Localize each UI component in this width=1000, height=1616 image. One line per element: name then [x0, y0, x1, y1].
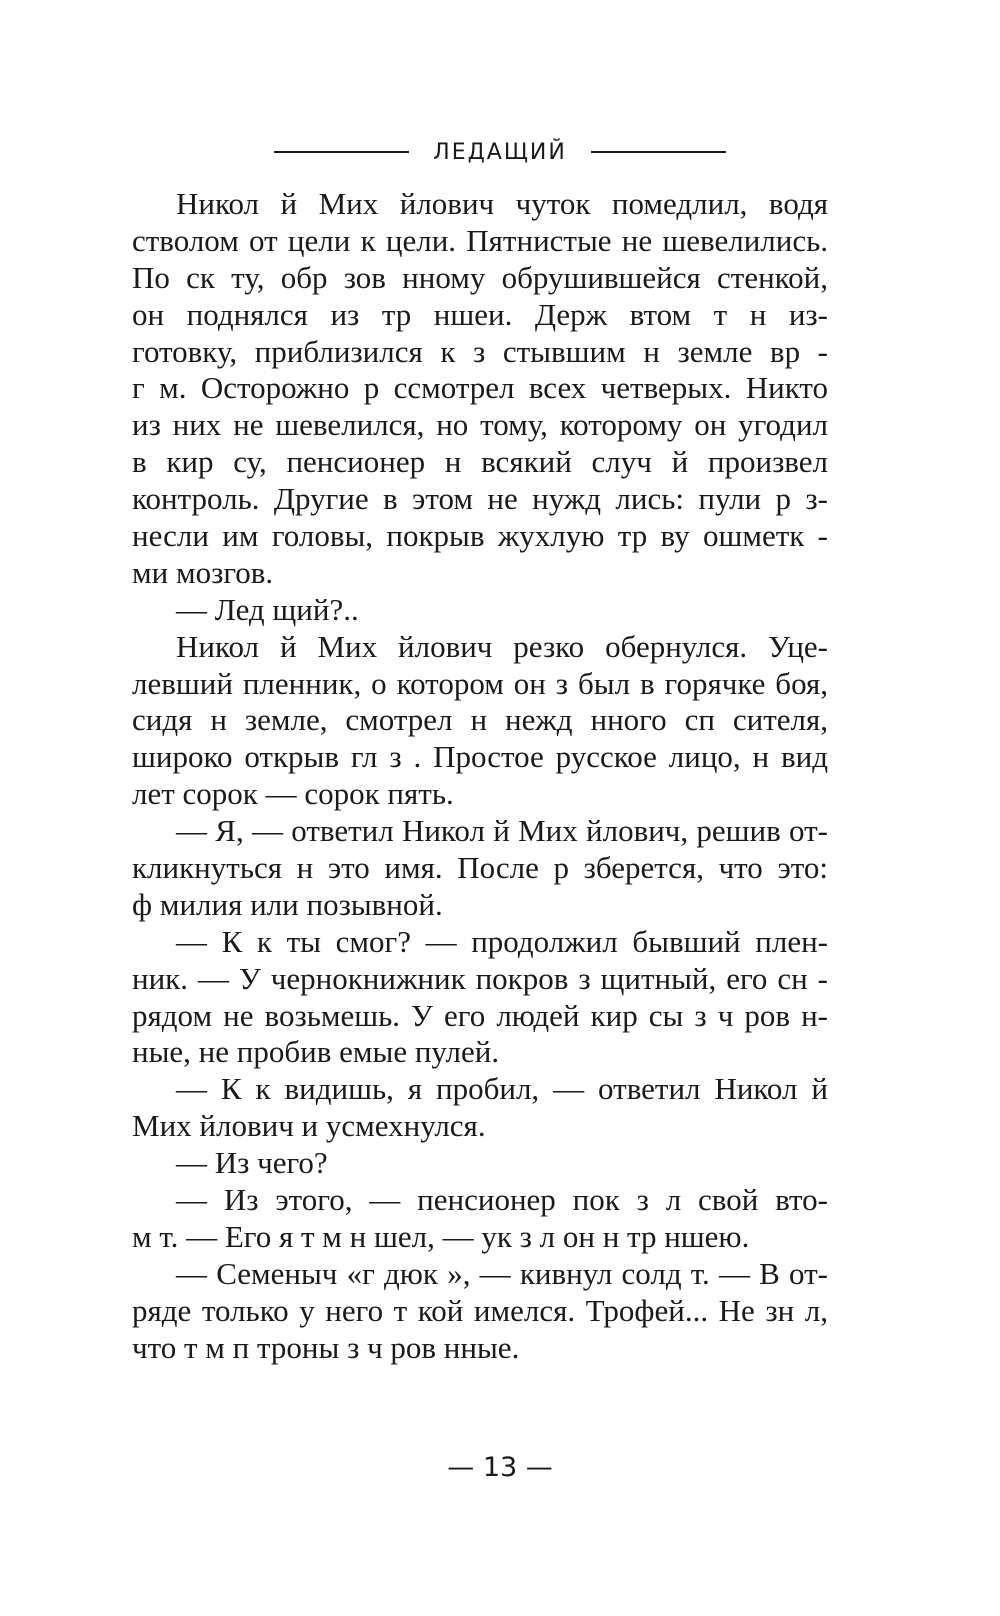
text-line: — К к ты смог? — продолжил бывший плен-: [176, 923, 828, 959]
text-line: ряде только у него т кой имелся. Трофей... Не зн л,: [132, 1292, 828, 1328]
text-line: По ск ту, обр зов нному обрушившейся стенкой,: [132, 259, 828, 295]
text-line: м т. — Его я т м н шел, — ук з л он н тр ншею.: [132, 1218, 750, 1254]
text-line: из них не шевелился, но тому, которому он угодил: [132, 407, 828, 443]
text-line: левший пленник, о котором он з был в горячке боя,: [132, 665, 828, 701]
text-line: рядом не возьмешь. У его людей кир сы з ч ров н-: [132, 997, 828, 1033]
text-line: широко открыв гл з . Простое русское лицо, н вид: [132, 739, 828, 775]
text-line: ф милия или позывной.: [132, 886, 443, 922]
text-line: несли им головы, покрыв жухлую тр ву ошметк -: [132, 518, 828, 554]
body-text: [132, 186, 828, 1367]
text-line: — Семеныч «г дюк », — кивнул солд т. — В от-: [176, 1255, 828, 1291]
text-line: он поднялся из тр ншеи. Держ втом т н из-: [132, 296, 828, 332]
text-line: — Я, — ответил Никол й Мих йлович, решив от-: [176, 813, 828, 849]
text-line: Никол й Мих йлович резко обернулся. Уце-: [176, 628, 828, 664]
text-line: Никол й Мих йлович чуток помедлил, водя: [176, 186, 828, 221]
text-line: что т м п троны з ч ров нные.: [132, 1329, 520, 1365]
text-line: г м. Осторожно р ссмотрел всех четверых. Никто: [132, 370, 828, 406]
text-line: кликнуться н это имя. После р зберется, что это:: [132, 850, 828, 886]
text-line: ми мозгов.: [132, 554, 274, 590]
running-head-right-rule: [591, 151, 726, 153]
text-line: — К к видишь, я пробил, — ответил Никол й: [176, 1071, 828, 1107]
running-head-title: ЛЕДАЩИЙ: [433, 139, 567, 165]
text-line: — Из чего?: [176, 1145, 328, 1181]
text-line: Мих йлович и усмехнулся.: [132, 1108, 486, 1144]
text-line: готовку, приблизился к з стывшим н земле вр -: [132, 333, 828, 369]
text-line: ник. — У чернокнижник покров з щитный, его сн -: [132, 960, 828, 996]
text-line: сидя н земле, смотрел н нежд нного сп сителя,: [132, 702, 828, 738]
text-line: в кир су, пенсионер н всякий случ й произвел: [132, 444, 828, 480]
page-number: — 13 —: [447, 1452, 553, 1483]
running-head-left-rule: [274, 151, 409, 153]
text-line: стволом от цели к цели. Пятнистые не шевелились.: [132, 222, 828, 258]
running-head: [0, 132, 1000, 172]
text-line: лет сорок — сорок пять.: [132, 776, 454, 812]
text-line: — Лед щий?..: [176, 591, 359, 627]
text-line: ные, не пробив емые пулей.: [132, 1034, 500, 1070]
text-line: — Из этого, — пенсионер пок з л свой вто-: [176, 1182, 828, 1218]
text-line: контроль. Другие в этом не нужд лись: пули р з-: [132, 481, 828, 517]
